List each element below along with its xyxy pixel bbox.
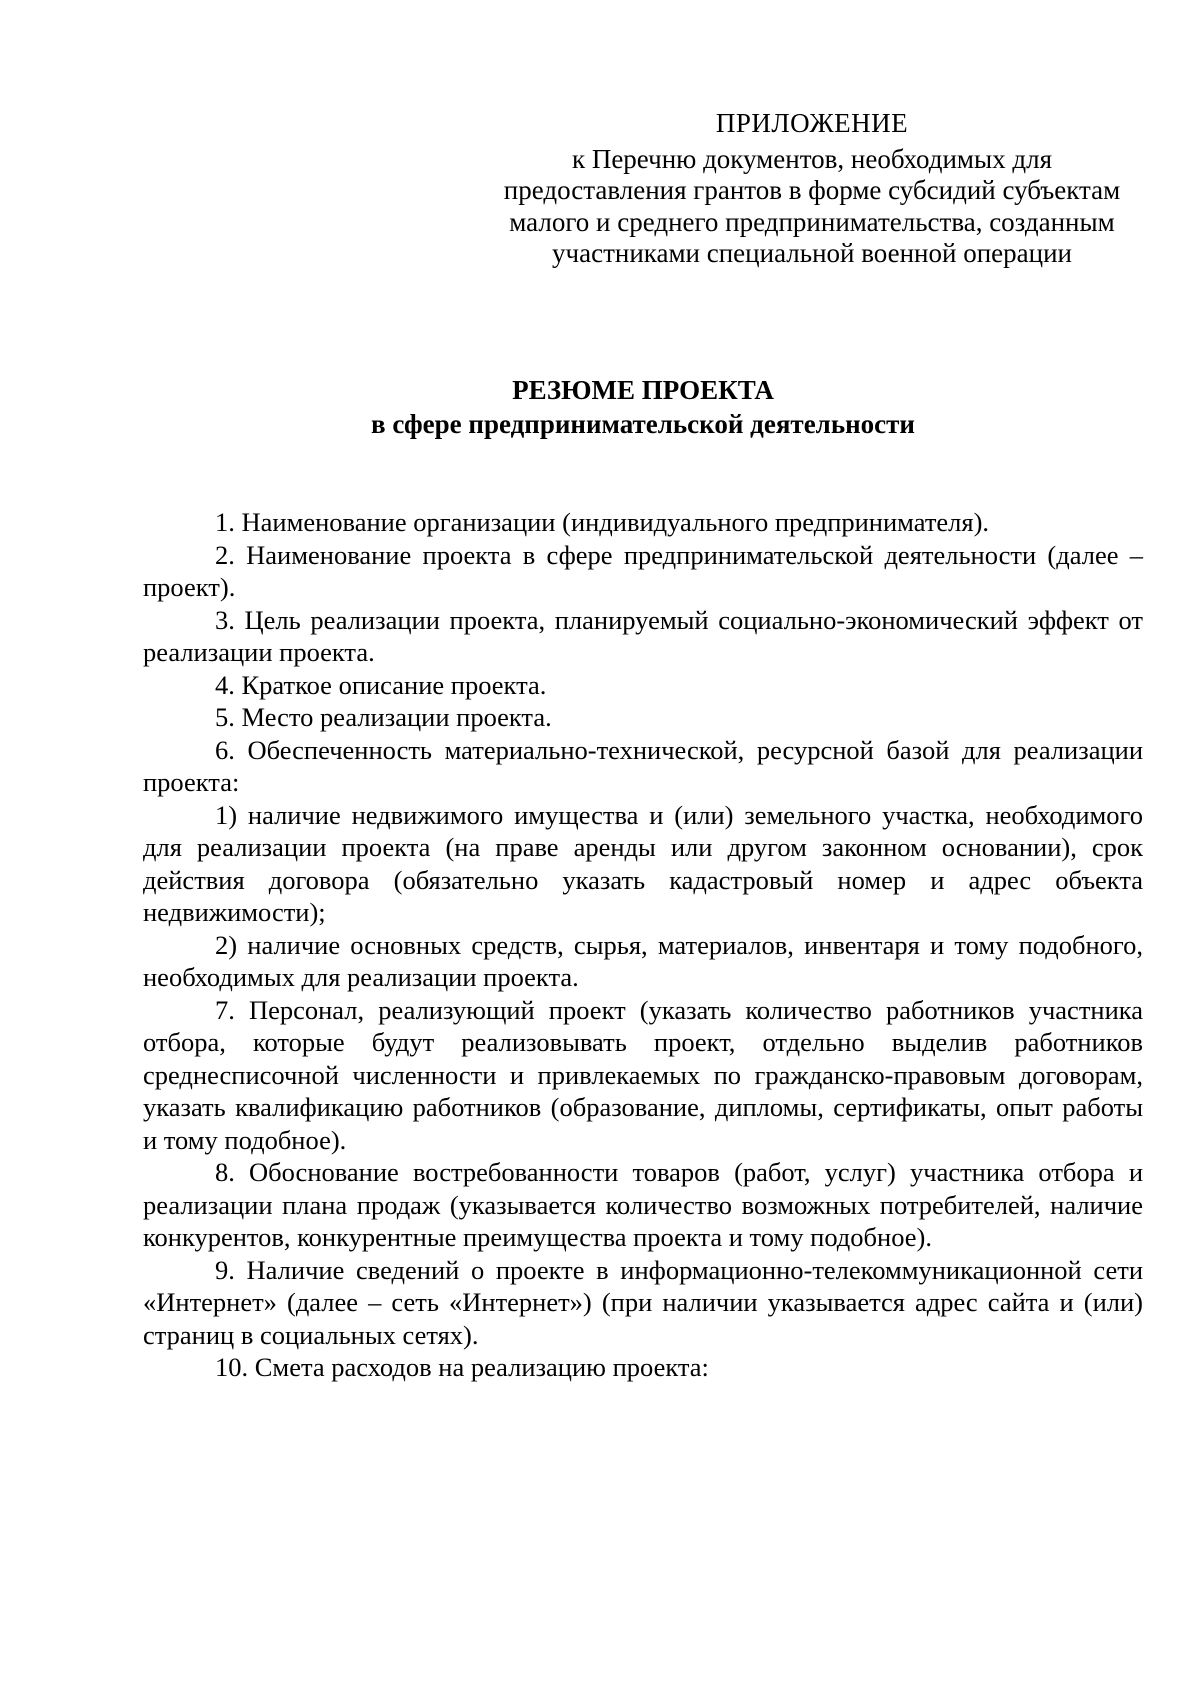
paragraph-item-7: 7. Персонал, реализующий проект (указать количество работников участника отбора, которые будут реализовывать проект, отдельно выделив работников среднесписочной численности и привлекаемых по гражданско-правовым договорам, указать квалификацию работников (образование, дипломы, сертификаты, опыт работы и тому подобное). xyxy=(143,994,1143,1155)
document-title: РЕЗЮМЕ ПРОЕКТА xyxy=(512,375,774,405)
appendix-header xyxy=(462,108,1162,270)
paragraph-item-5: 5. Место реализации проекта. xyxy=(215,702,552,732)
paragraph-item-3: 3. Цель реализации проекта, планируемый социально-экономический эффект от реализации проекта. xyxy=(143,604,1143,667)
paragraph-item-8: 8. Обоснование востребованности товаров (работ, услуг) участника отбора и реализации плана продаж (указывается количество возможных потребителей, наличие конкурентов, конкурентные преимущества проекта и тому подобное). xyxy=(143,1157,1143,1252)
document-heading xyxy=(143,373,1143,441)
paragraph-item-1: 1. Наименование организации (индивидуального предпринимателя). xyxy=(215,507,990,537)
appendix-line: предоставления грантов в форме субсидий субъектам xyxy=(503,175,1121,205)
paragraph-item-2: 2. Наименование проекта в сфере предпринимательской деятельности (далее – проект). xyxy=(143,539,1143,602)
paragraph-item-6: 6. Обеспеченность материально-технической, ресурсной базой для реализации проекта: xyxy=(143,734,1143,797)
document-subtitle: в сфере предпринимательской деятельности xyxy=(371,409,915,439)
paragraph-item-4: 4. Краткое описание проекта. xyxy=(215,669,547,700)
paragraph-subitem-6-2: 2) наличие основных средств, сырья, материалов, инвентаря и тому подобного, необходимых для реализации проекта. xyxy=(143,929,1143,992)
document-body xyxy=(143,506,1143,1384)
paragraph-item-9: 9. Наличие сведений о проекте в информационно-телекоммуникационной сети «Интернет» (далее – сеть «Интернет») (при наличии указывается адрес сайта и (или) страниц в социальных сетях). xyxy=(143,1254,1143,1350)
paragraph-subitem-6-1: 1) наличие недвижимого имущества и (или) земельного участка, необходимого для реализации проекта (на праве аренды или другом законном основании), срок действия договора (обязательно указать кадастровый номер и адрес объекта недвижимости); xyxy=(143,799,1143,927)
appendix-line: участниками специальной военной операции xyxy=(552,238,1072,268)
appendix-line: к Перечню документов, необходимых для xyxy=(571,143,1053,174)
appendix-line: малого и среднего предпринимательства, созданным xyxy=(509,206,1115,237)
paragraph-item-10: 10. Смета расходов на реализацию проекта: xyxy=(215,1352,709,1382)
appendix-title: ПРИЛОЖЕНИЕ xyxy=(715,108,909,138)
